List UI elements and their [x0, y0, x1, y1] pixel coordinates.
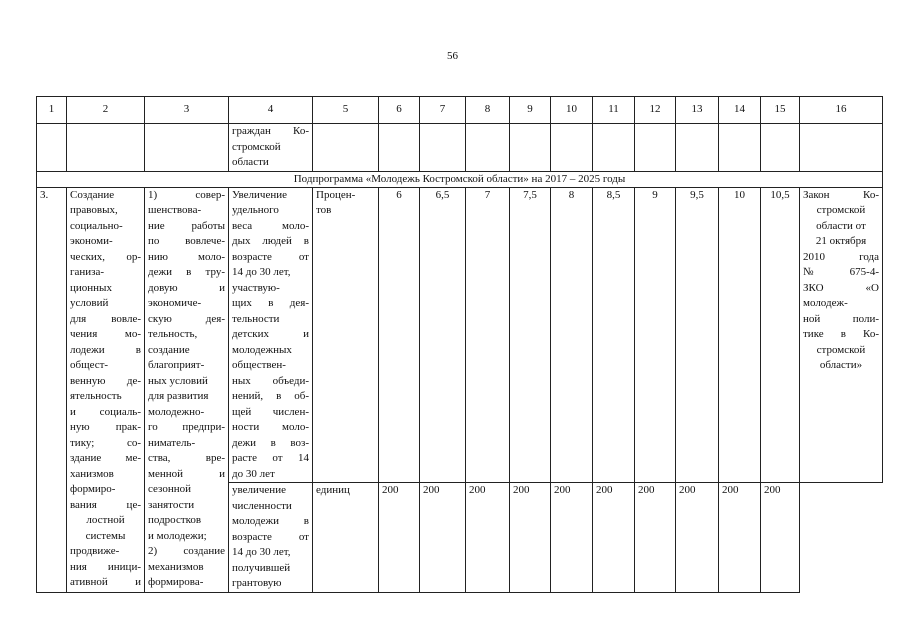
header-cell: 12 — [635, 97, 676, 124]
cell-legal-basis: Закон Ко- стромской области от 21 октября 2010 года № 675-4- ЗКО «О молодеж- ной поли- тике в Ко- стромской области» — [800, 187, 883, 483]
cell-value: 9 — [635, 187, 676, 483]
page-number: 56 — [447, 50, 458, 62]
header-cell: 14 — [719, 97, 761, 124]
cell-value: 7 — [466, 187, 510, 483]
header-cell: 9 — [510, 97, 551, 124]
cell-unit: Процен- тов — [313, 187, 379, 483]
cell-value: 10 — [719, 187, 761, 483]
indicators-table — [36, 96, 883, 593]
header-cell: 6 — [379, 97, 420, 124]
header-cell: 1 — [37, 97, 67, 124]
cell-value: 200 — [379, 483, 420, 593]
header-cell: 11 — [593, 97, 635, 124]
cell-value: 200 — [466, 483, 510, 593]
header-cell: 5 — [313, 97, 379, 124]
cell-objective: Создание правовых, социально- экономи- ческих, ор- ганиза- ционных условий для вовле- чения мо- лодежи в общест- венную де- ятельность и социаль- ную прак- тику; со- здание ме- ханизмов формиро- вания це- лостной системы продвиже- ния иници- ативной и — [67, 187, 145, 592]
header-cell: 10 — [551, 97, 593, 124]
header-cell: 13 — [676, 97, 719, 124]
cell-value: 200 — [761, 483, 800, 593]
cell-value: 200 — [676, 483, 719, 593]
header-cell: 15 — [761, 97, 800, 124]
header-cell: 2 — [67, 97, 145, 124]
cell-value: 200 — [719, 483, 761, 593]
cell-value: 7,5 — [510, 187, 551, 483]
cell-value: 6 — [379, 187, 420, 483]
cell-indicator: Увеличение удельного веса моло- дых людей в возрасте от 14 до 30 лет, участвую- щих в дея- тельности детских и молодежных обществен- ных объеди- нений, в об- щей числен- ности моло- дежи в воз- расте от 14 до 30 лет — [229, 187, 313, 483]
table-row-continuation — [37, 124, 883, 172]
subprogram-title: Подпрограмма «Молодежь Костромской области» на 2017 – 2025 годы — [37, 171, 883, 187]
subprogram-row — [37, 171, 883, 187]
header-row — [37, 97, 883, 124]
cell-indicator-continuation: граждан Ко- стромской области — [229, 124, 313, 172]
cell-value: 200 — [635, 483, 676, 593]
table-row — [37, 187, 883, 483]
cell-value: 200 — [593, 483, 635, 593]
cell-value: 200 — [420, 483, 466, 593]
header-cell: 16 — [800, 97, 883, 124]
cell-value: 200 — [510, 483, 551, 593]
header-cell: 3 — [145, 97, 229, 124]
header-cell: 8 — [466, 97, 510, 124]
cell-value: 200 — [551, 483, 593, 593]
cell-value: 8 — [551, 187, 593, 483]
cell-value: 6,5 — [420, 187, 466, 483]
cell-tasks: 1) совер- шенствова- ние работы по вовлече- нию моло- дежи в тру- довую и экономиче- скую дея- тельность, создание благоприят- ных условий для развития молодежно- го предпри- ниматель- ства, вре- менной и сезонной занятости подростков и молодежи; 2) создание механизмов формирова- — [145, 187, 229, 592]
header-cell: 4 — [229, 97, 313, 124]
cell-value: 9,5 — [676, 187, 719, 483]
cell-value: 10,5 — [761, 187, 800, 483]
cell-unit: единиц — [313, 483, 379, 593]
header-cell: 7 — [420, 97, 466, 124]
cell-indicator: увеличение численности молодежи в возрасте от 14 до 30 лет, получившей грантовую — [229, 483, 313, 593]
cell-value: 8,5 — [593, 187, 635, 483]
row-number: 3. — [37, 187, 67, 592]
